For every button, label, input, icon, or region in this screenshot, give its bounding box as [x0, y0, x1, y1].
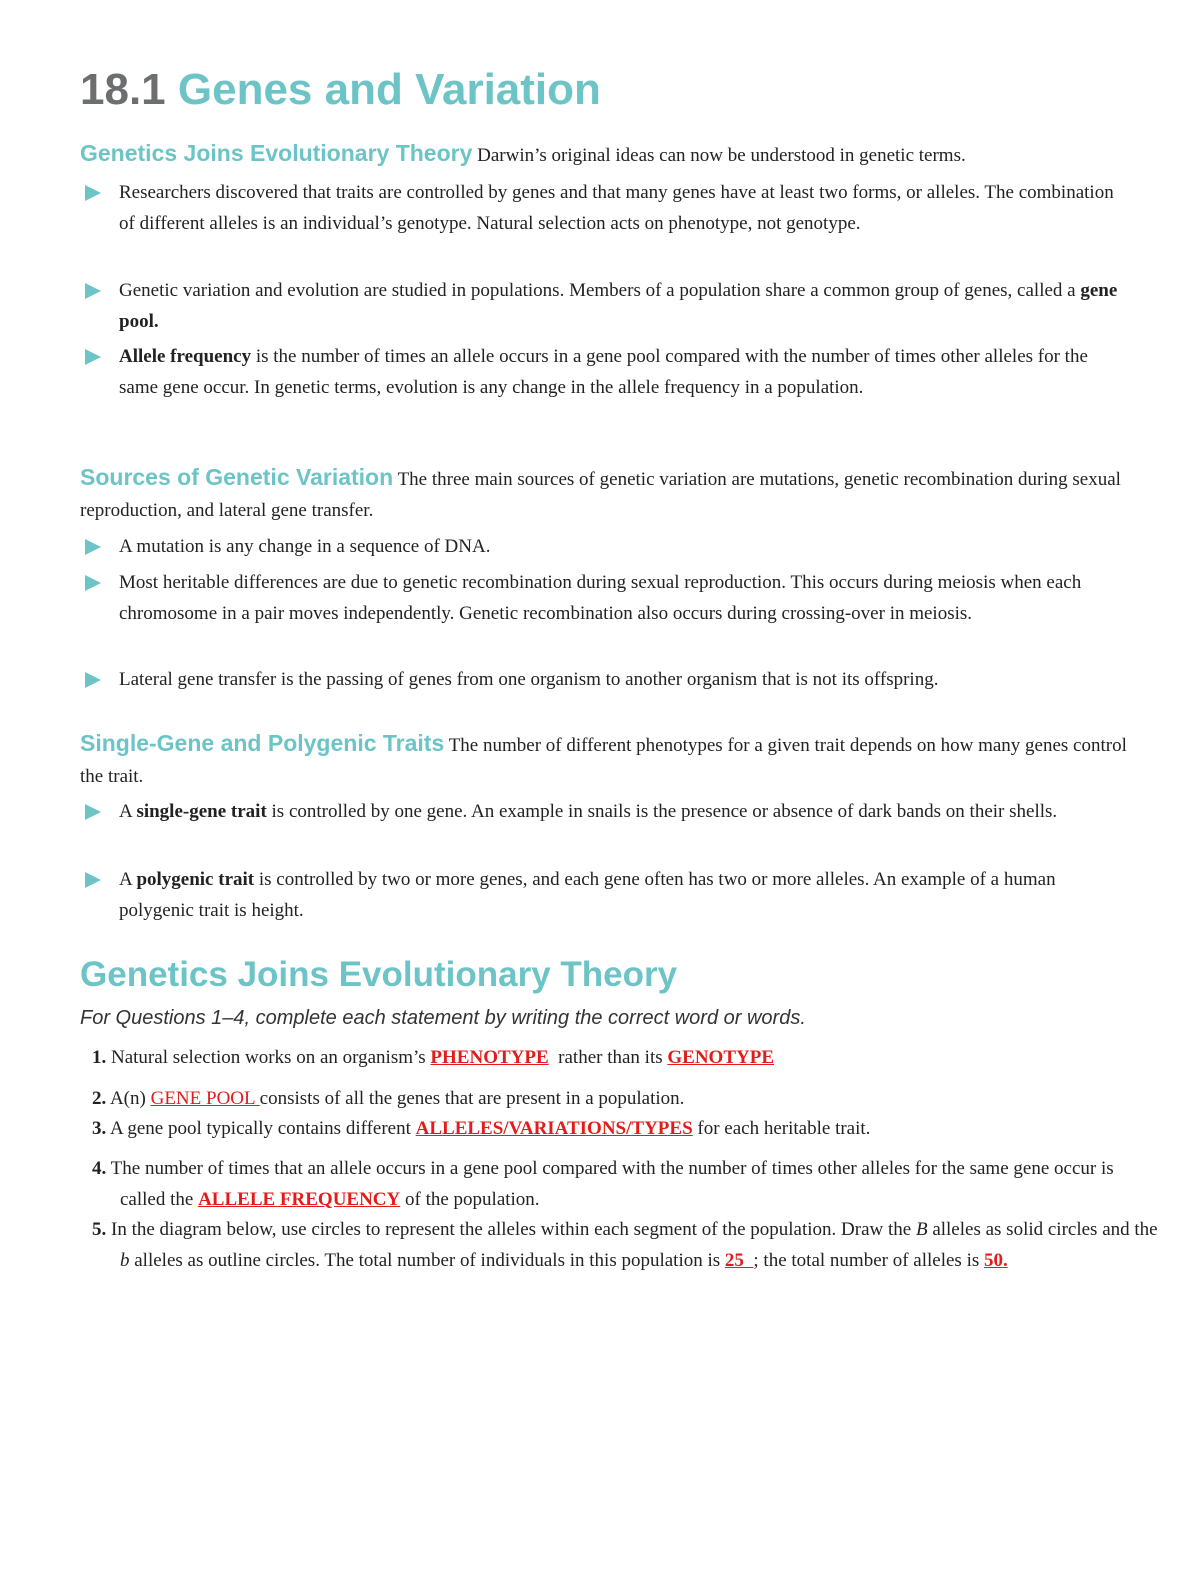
answer-blank[interactable]: 50.: [984, 1250, 1008, 1271]
section-intro-text: Darwin’s original ideas can now be understood in genetic terms.: [477, 145, 966, 166]
triangle-bullet-icon: [85, 672, 101, 688]
triangle-bullet-icon: [85, 539, 101, 555]
question-1: 1. Natural selection works on an organism’s PHENOTYPE rather than its GENOTYPE: [92, 1047, 774, 1068]
list-item: A polygenic trait is controlled by two or more genes, and each gene often has two or more alleles. An example of a human polygenic trait is height.: [80, 864, 1130, 926]
list-item: Lateral gene transfer is the passing of genes from one organism to another organism that is not its offspring.: [80, 664, 1130, 695]
section-intro: [80, 728, 1130, 792]
section-heading: Genetics Joins Evolutionary Theory: [80, 140, 473, 166]
answer-blank[interactable]: GENOTYPE: [667, 1047, 774, 1068]
key-term: single-gene trait: [136, 801, 267, 822]
triangle-bullet-icon: [85, 349, 101, 365]
answer-blank[interactable]: 25: [724, 1250, 754, 1271]
section-intro: [80, 462, 1130, 526]
key-term: polygenic trait: [136, 869, 255, 890]
triangle-bullet-icon: [85, 185, 101, 201]
answer-blank[interactable]: PHENOTYPE: [430, 1047, 549, 1068]
section-intro: [80, 138, 1130, 171]
section-heading: Sources of Genetic Variation: [80, 464, 394, 490]
answer-blank[interactable]: ALLELES/VARIATIONS/TYPES: [415, 1118, 693, 1139]
worksheet-instructions: For Questions 1–4, complete each statement by writing the correct word or words.: [80, 1007, 806, 1029]
triangle-bullet-icon: [85, 575, 101, 591]
key-term: Allele frequency: [119, 346, 252, 367]
title-text: Genes and Variation: [177, 65, 601, 114]
question-4: 4. The number of times that an allele occurs in a gene pool compared with the number of times other alleles for the same gene occur is called the ALLELE FREQUENCY of the population.: [92, 1158, 1114, 1210]
section-intro-text: The number of different phenotypes for a given trait depends on how many genes control the trait.: [80, 735, 1127, 787]
list-item: Researchers discovered that traits are controlled by genes and that many genes have at least two forms, or alleles. The combination of different alleles is an individual’s genotype. Natural selection acts on phenotype, not genotype.: [80, 177, 1130, 239]
question-5: 5. In the diagram below, use circles to represent the alleles within each segment of the population. Draw the B alleles as solid circles and the b alleles as outline circles. The total number of individuals in this population is 25 ; the total number of alleles is 50.: [92, 1219, 1158, 1271]
triangle-bullet-icon: [85, 804, 101, 820]
worksheet-heading: Genetics Joins Evolutionary Theory: [80, 955, 678, 994]
question-2: 2. A(n) GENE POOL consists of all the genes that are present in a population.: [92, 1088, 685, 1109]
list-item: Most heritable differences are due to genetic recombination during sexual reproduction. This occurs during meiosis when each chromosome in a pair moves independently. Genetic recombination also occurs during crossing-over in meiosis.: [80, 567, 1130, 629]
list-item: A single-gene trait is controlled by one gene. An example in snails is the presence or absence of dark bands on their shells.: [80, 796, 1130, 827]
section-intro-text: The three main sources of genetic variation are mutations, genetic recombination during sexual reproduction, and lateral gene transfer.: [80, 469, 1121, 521]
question-3: 3. A gene pool typically contains different ALLELES/VARIATIONS/TYPES for each heritable trait.: [92, 1118, 871, 1139]
key-term: gene pool.: [119, 280, 1118, 332]
section-number: 18.1: [80, 65, 166, 114]
list-item: A mutation is any change in a sequence of DNA.: [80, 531, 1130, 562]
answer-blank[interactable]: GENE POOL: [150, 1088, 260, 1109]
triangle-bullet-icon: [85, 283, 101, 299]
page-title: [80, 62, 601, 118]
triangle-bullet-icon: [85, 872, 101, 888]
list-item: Genetic variation and evolution are studied in populations. Members of a population share a common group of genes, called a gene pool.: [80, 275, 1130, 337]
answer-blank[interactable]: ALLELE FREQUENCY: [198, 1189, 401, 1210]
list-item: Allele frequency is the number of times an allele occurs in a gene pool compared with the number of times other alleles for the same gene occur. In genetic terms, evolution is any change in the allele frequency in a population.: [80, 341, 1130, 403]
section-heading: Single-Gene and Polygenic Traits: [80, 730, 445, 756]
